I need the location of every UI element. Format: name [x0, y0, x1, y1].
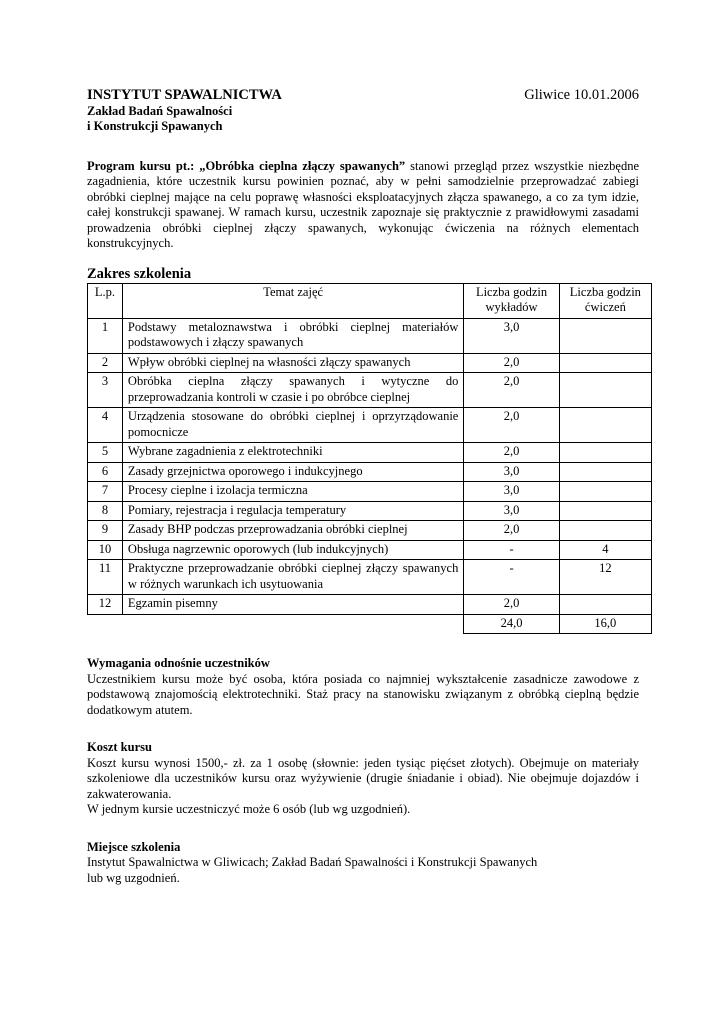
- cost-section: [87, 740, 639, 818]
- row-lp: 7: [88, 482, 123, 502]
- row-exercises: [559, 462, 651, 482]
- department-line-1: Zakład Badań Spawalności: [87, 103, 233, 118]
- row-exercises: 4: [559, 540, 651, 560]
- document-page: [87, 88, 639, 886]
- institute-name: INSTYTUT SPAWALNICTWA: [87, 87, 282, 103]
- row-topic: Zasady BHP podczas przeprowadzania obróbki cieplnej: [122, 521, 463, 541]
- total-row: [88, 614, 652, 634]
- table-row: [88, 482, 652, 502]
- row-lp: 3: [88, 373, 123, 408]
- total-blank-topic: [122, 614, 463, 634]
- cost-text: Koszt kursu wynosi 1500,- zł. za 1 osobę (słownie: jeden tysiąc pięćset złotych). Obejmuje on materiały szkoleniowe dla uczestników kursu oraz wyżywienie (drugie śniadanie i obiad). Nie obejmuje dojazdów i zakwaterowania.: [87, 755, 639, 801]
- table-row: [88, 595, 652, 615]
- table-row: [88, 353, 652, 373]
- cost-note: W jednym kursie uczestniczyć może 6 osób (lub wg uzgodnień).: [87, 802, 411, 816]
- scope-title: Zakres szkolenia: [87, 265, 192, 282]
- location-line-2: lub wg uzgodnień.: [87, 870, 180, 885]
- row-topic: Procesy cieplne i izolacja termiczna: [122, 482, 463, 502]
- row-lp: 11: [88, 560, 123, 595]
- place-date: Gliwice 10.01.2006: [524, 87, 639, 103]
- table-row: [88, 408, 652, 443]
- row-lp: 8: [88, 501, 123, 521]
- row-lp: 1: [88, 318, 123, 353]
- row-lp: 6: [88, 462, 123, 482]
- row-exercises: [559, 408, 651, 443]
- row-lp: 10: [88, 540, 123, 560]
- total-blank-lp: [88, 614, 123, 634]
- row-exercises: [559, 482, 651, 502]
- row-topic: Wybrane zagadnienia z elektrotechniki: [122, 443, 463, 463]
- row-exercises: 12: [559, 560, 651, 595]
- header-lectures: Liczba godzin wykładów: [464, 283, 559, 318]
- requirements-section: [87, 656, 639, 718]
- row-lectures: -: [464, 560, 559, 595]
- table-header-row: [88, 283, 652, 318]
- row-topic: Obsługa nagrzewnic oporowych (lub indukcyjnych): [122, 540, 463, 560]
- row-lp: 9: [88, 521, 123, 541]
- location-title: Miejsce szkolenia: [87, 839, 181, 854]
- row-exercises: [559, 595, 651, 615]
- total-exercises: 16,0: [559, 614, 651, 634]
- row-topic: Zasady grzejnictwa oporowego i indukcyjnego: [122, 462, 463, 482]
- row-exercises: [559, 501, 651, 521]
- row-lectures: 2,0: [464, 373, 559, 408]
- table-row: [88, 560, 652, 595]
- row-topic: Urządzenia stosowane do obróbki cieplnej i oprzyrządowanie pomocnicze: [122, 408, 463, 443]
- row-topic: Praktyczne przeprowadzanie obróbki cieplnej złączy spawanych w różnych warunkach ich usytuowania: [122, 560, 463, 595]
- row-lectures: 2,0: [464, 521, 559, 541]
- row-exercises: [559, 353, 651, 373]
- table-body: [88, 318, 652, 614]
- row-lectures: 3,0: [464, 318, 559, 353]
- table-row: [88, 540, 652, 560]
- table-row: [88, 521, 652, 541]
- row-lectures: 2,0: [464, 443, 559, 463]
- intro-lead: Program kursu pt.: „Obróbka cieplna złączy spawanych”: [87, 158, 406, 173]
- row-topic: Wpływ obróbki cieplnej na własności złączy spawanych: [122, 353, 463, 373]
- table-row: [88, 443, 652, 463]
- department-line-2: i Konstrukcji Spawanych: [87, 119, 223, 133]
- total-lectures: 24,0: [464, 614, 559, 634]
- row-lectures: 3,0: [464, 501, 559, 521]
- scope-table: [87, 283, 652, 635]
- row-exercises: [559, 373, 651, 408]
- row-exercises: [559, 521, 651, 541]
- row-lectures: 2,0: [464, 595, 559, 615]
- row-lectures: 3,0: [464, 462, 559, 482]
- table-row: [88, 373, 652, 408]
- row-lp: 2: [88, 353, 123, 373]
- table-row: [88, 462, 652, 482]
- location-section: [87, 840, 639, 887]
- row-lp: 5: [88, 443, 123, 463]
- header-exercises: Liczba godzin ćwiczeń: [559, 283, 651, 318]
- row-topic: Podstawy metaloznawstwa i obróbki cieplnej materiałów podstawowych i złączy spawanych: [122, 318, 463, 353]
- intro-text: stanowi przegląd przez wszystkie niezbędne zagadnienia, które uczestnik kursu powinien poznać, aby w pełni samodzielnie przeprowadzać zabiegi obróbki cieplnej mające na celu poprawę własności eksploatacyjnych złącza spawanego, a co za tym idzie, całej konstrukcji spawanej. W ramach kursu, uczestnik zapoznaje się praktycznie z prawidłowymi zasadami prowadzenia obróbki cieplnej złączy spawanych, wykonując ćwiczenia na różnych elementach konstrukcyjnych.: [87, 158, 640, 250]
- row-lectures: 2,0: [464, 408, 559, 443]
- header-topic: Temat zajęć: [122, 283, 463, 318]
- location-line-1: Instytut Spawalnictwa w Gliwicach; Zakład Badań Spawalności i Konstrukcji Spawanych: [87, 855, 538, 869]
- row-lp: 4: [88, 408, 123, 443]
- header: [87, 88, 639, 104]
- table-row: [88, 501, 652, 521]
- header-lp: L.p.: [88, 283, 123, 318]
- requirements-title: Wymagania odnośnie uczestników: [87, 656, 270, 670]
- row-lp: 12: [88, 595, 123, 615]
- row-lectures: 2,0: [464, 353, 559, 373]
- row-topic: Obróbka cieplna złączy spawanych i wytyczne do przeprowadzania kontroli w czasie i po obróbce cieplnej: [122, 373, 463, 408]
- intro-paragraph: [87, 159, 639, 252]
- requirements-text: Uczestnikiem kursu może być osoba, która posiada co najmniej wykształcenie zasadnicze zawodowe z podstawową znajomością elektrotechniki. Staż pracy na stanowisku związanym z obróbką cieplną będzie dodatkowym atutem.: [87, 671, 639, 717]
- table-row: [88, 318, 652, 353]
- row-exercises: [559, 318, 651, 353]
- row-topic: Pomiary, rejestracja i regulacja temperatury: [122, 501, 463, 521]
- cost-title: Koszt kursu: [87, 740, 152, 754]
- row-exercises: [559, 443, 651, 463]
- row-lectures: -: [464, 540, 559, 560]
- row-lectures: 3,0: [464, 482, 559, 502]
- row-topic: Egzamin pisemny: [122, 595, 463, 615]
